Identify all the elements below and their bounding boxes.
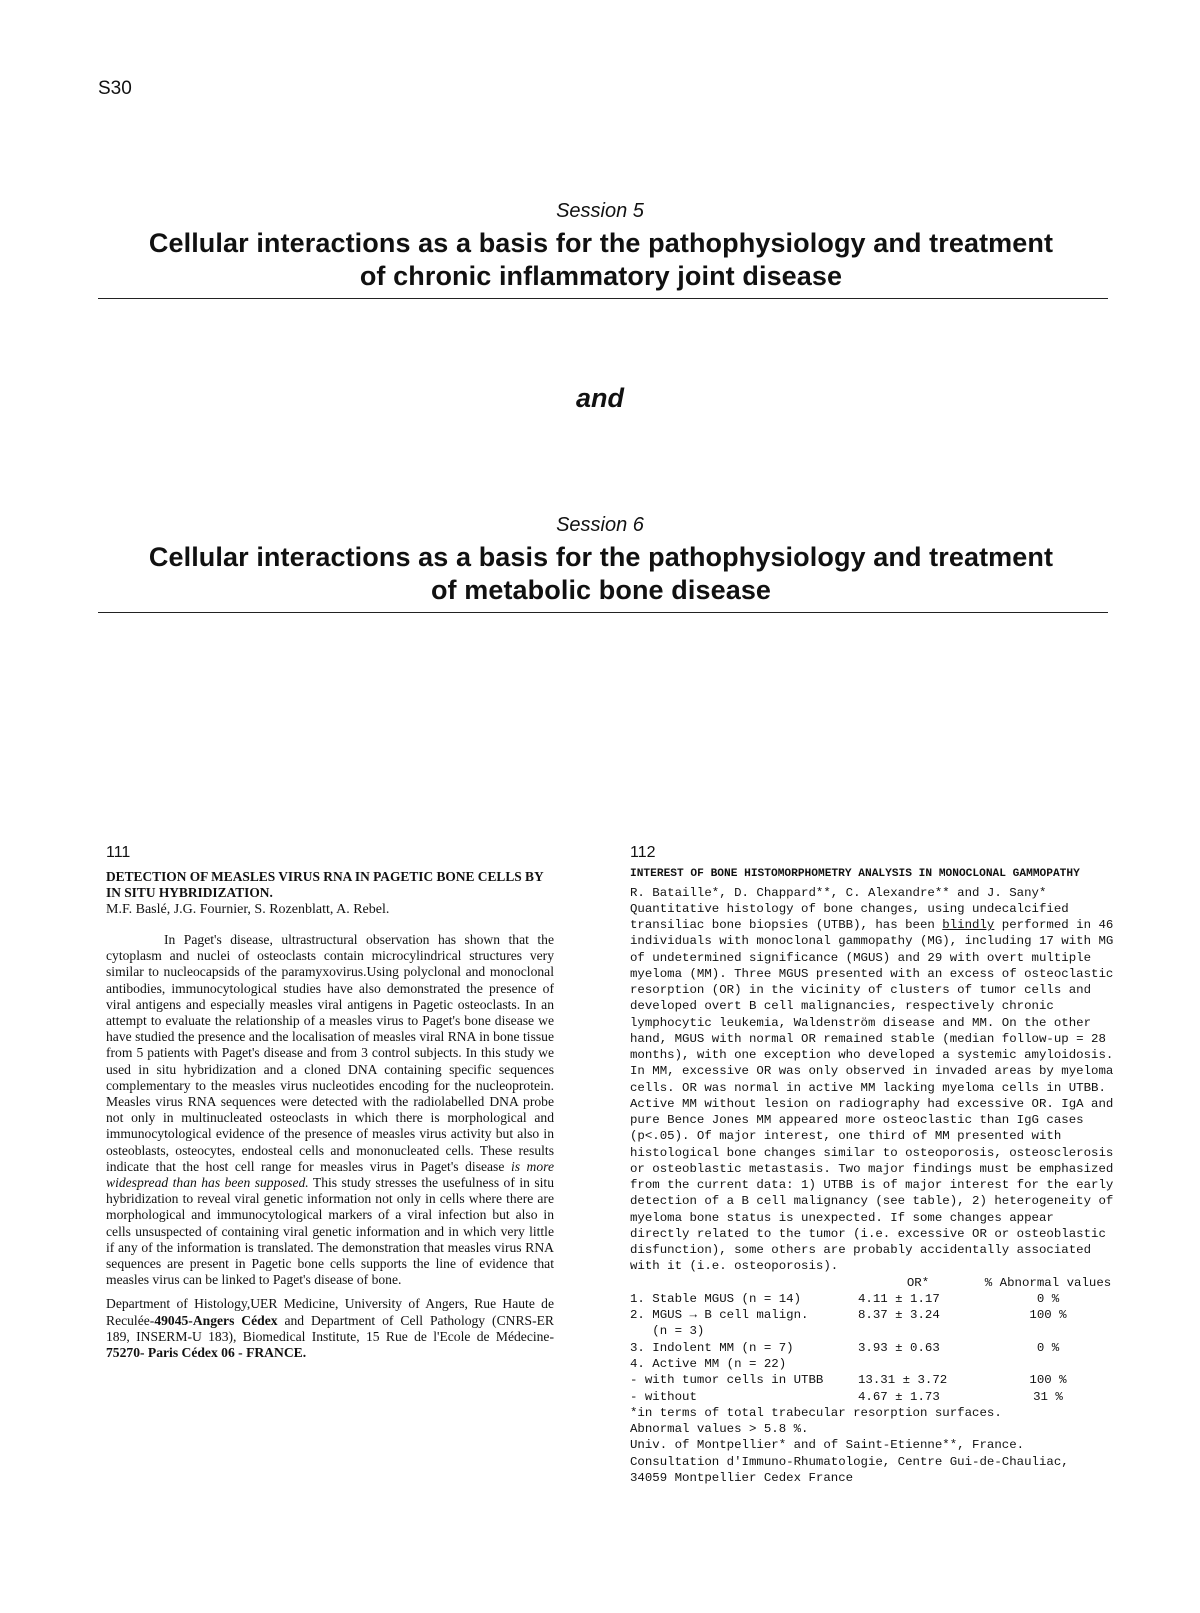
abstract-112-authors: R. Bataille*, D. Chappard**, C. Alexandre** and J. Sany* [630,885,1047,900]
abstract-112-footnote-1: *in terms of total trabecular resorption surfaces. [630,1405,1002,1420]
table-cell-group: 4. Active MM (n = 22) [630,1356,787,1371]
table-cell-or: 3.93 ± 0.63 [858,1340,940,1355]
table-row [630,1356,1118,1372]
abstract-112-body-post: performed in 46 individuals with monoclonal gammopathy (MG), including 17 with MG of undetermined significance (MGUS) and 29 with overt multiple myeloma (MM). Three MGUS presented with an excess of osteoclastic resorption (OR) in the vicinity of clusters of tumor cells and developed overt B cell malignancies, respectively chronic lymphocytic leukemia, Waldenström disease and MM. On the other hand, MGUS with normal OR remained stable (median follow-up = 28 months), with one exception who developed a systemic amyloidosis. In MM, excessive OR was only observed in invaded areas by myeloma cells. OR was normal in active MM lacking myeloma cells in UTBB. Active MM without lesion on radiography had excessive OR. IgA and pure Bence Jones MM appeared more osteoclastic than IgG cases (p<.05). Of major interest, one third of MM presented with histological bone changes similar to osteoporosis, osteosclerosis or osteoblastic metastasis. Two major findings must be emphasized from the current data: 1) UTBB is of major interest for the early detection of a B cell malignancy (see table), 2) heterogeneity of myeloma bone status is unexpected. If some changes appear directly related to the tumor (i.e. excessive OR or osteoblastic disfunction), some others are probably accidentally associated with it (i.e. osteoporosis). [630,918,1114,1274]
table-cell-abnormal: 0 % [1036,1291,1060,1306]
abstract-112-affiliation-3: 34059 Montpellier Cedex France [630,1470,854,1485]
results-table [630,1275,1118,1405]
page-number: S30 [98,78,132,99]
abstract-112-affiliation-2: Consultation d'Immuno-Rhumatologie, Centre Gui-de-Chauliac, [630,1454,1069,1469]
table-row [630,1340,1118,1356]
session-6-title-line2: of metabolic bone disease [430,575,772,605]
table-cell-or: 4.67 ± 1.73 [858,1389,940,1404]
session-5-title [96,227,1106,293]
table-cell-or [858,1356,978,1372]
abstract-111 [106,844,554,1361]
session-5-title-line1: Cellular interactions as a basis for the pathophysiology and treatment [148,228,1054,258]
abstract-111-body-italic: is more widespread than has been supposed. [106,1158,554,1191]
table-row [630,1372,1118,1388]
session-5-divider [98,298,1108,299]
session-6-title [96,541,1106,607]
abstract-111-body-main: In Paget's disease, ultrastructural observation has shown that the cytoplasm and nuclei of osteoclasts contain microcylindrical structures very similar to nucleocapsids of the paramyxovirus.Using polyclonal and monoclonal antibodies, immunocytological studies have also demonstrated the presence of viral antigens and especially measles viral antigens in Pagetic osteoclasts. In an attempt to evaluate the relationship of a measles virus to Paget's bone disease we have studied the presence and the localisation of measles viral RNA in bone tissue from 5 patients with Paget's disease and from 3 control subjects. In this study we used in situ hybridization and a cloned DNA containing specific sequences complementary to the measles virus nucleotides encoding for the nucleoprotein. Measles virus RNA sequences were detected with the radiolabelled DNA probe not only in multinucleated osteoclasts in which there is morphological and immunocytological evidence of the presence of measles virus activity but also in osteoblasts, osteocytes, endosteal cells and mononucleated cells. These results indicate that the host cell range for measles virus in Paget's disease [106,932,554,1174]
table-header-cell: OR* [906,1275,930,1290]
table-cell-abnormal: 100 % [1029,1308,1067,1323]
table-cell-group: 1. Stable MGUS (n = 14) [630,1291,802,1306]
abstract-111-affiliation [106,1296,554,1361]
abstract-112-title: INTEREST OF BONE HISTOMORPHOMETRY ANALYSIS IN MONOCLONAL GAMMOPATHY [630,868,1080,880]
table-row [630,1291,1118,1307]
table-cell-abnormal: 31 % [1033,1389,1063,1404]
session-6-label: Session 6 [556,514,644,536]
abstract-112 [630,844,1120,1486]
abstract-111-affiliation-city: 49045-Angers Cédex [154,1312,278,1328]
table-cell-group: 3. Indolent MM (n = 7) [630,1340,794,1355]
abstract-111-number: 111 [106,844,131,861]
table-row [630,1307,1118,1323]
abstract-111-affiliation-postal: 75270- Paris Cédex 06 - FRANCE. [106,1345,307,1361]
table-cell-or: 8.37 ± 3.24 [858,1308,940,1323]
abstract-112-number: 112 [630,844,656,861]
table-cell-group: (n = 3) [630,1324,705,1339]
abstract-112-body-underlined: blindly [942,918,995,932]
table-cell-abnormal: 100 % [1029,1373,1067,1388]
abstract-111-title: DETECTION OF MEASLES VIRUS RNA IN PAGETIC BONE CELLS BY IN SITU HYBRIDIZATION. [106,869,544,900]
table-cell-group: 2. MGUS → B cell malign. [630,1308,809,1323]
table-cell-or: 13.31 ± 3.72 [858,1373,948,1388]
abstract-112-footnote-2: Abnormal values > 5.8 %. [630,1422,809,1437]
abstract-111-body-end: This study stresses the usefulness of in situ hybridization to reveal viral genetic information not only in cells where there are morphological and immunocytological markers of a viral infection but also in cells unsuspected of containing viral genetic information and in which very little if any of the information is translated. The demonstration that measles virus RNA sequences are present in Pagetic bone cells supports the line of evidence that measles virus can be linked to Paget's disease of bone. [106,1175,554,1288]
table-header-row [630,1275,1118,1291]
table-cell-abnormal [978,1323,1118,1339]
abstract-112-body [630,901,1120,1275]
table-cell-abnormal [978,1356,1118,1372]
table-cell-abnormal: 0 % [1036,1340,1060,1355]
session-5-title-line2: of chronic inflammatory joint disease [359,261,843,291]
session-6-title-line1: Cellular interactions as a basis for the pathophysiology and treatment [148,542,1054,572]
abstract-111-affiliation-mid: and Department of Cell Pathology (CNRS-ER 189, INSERM-U 183), Biomedical Institute, 15 Rue de l'Ecole de Médecine- [106,1312,554,1344]
table-row [630,1323,1118,1339]
abstract-112-affiliation-1: Univ. of Montpellier* and of Saint-Etienne**, France. [630,1438,1025,1453]
table-row [630,1389,1118,1405]
abstract-111-affiliation-main: Department of Histology,UER Medicine, University of Angers, Rue Haute de Reculée- [106,1296,554,1328]
table-cell-or [858,1323,978,1339]
table-header-cell: % Abnormal values [984,1275,1112,1290]
table-cell-or: 4.11 ± 1.17 [858,1291,940,1306]
session-5-label: Session 5 [556,200,644,222]
and-label: and [575,383,624,413]
abstract-112-body-pre: Quantitative histology of bone changes, using undecalcified transiliac bone biopsies (UTBB), has been [630,901,1069,932]
table-cell-group: - without [630,1389,697,1404]
abstract-111-authors: M.F. Baslé, J.G. Fournier, S. Rozenblatt, A. Rebel. [106,902,390,917]
table-cell-group: - with tumor cells in UTBB [630,1373,824,1388]
table-header-cell [630,1275,858,1291]
abstract-111-body [106,932,554,1288]
session-6-divider [98,612,1108,613]
